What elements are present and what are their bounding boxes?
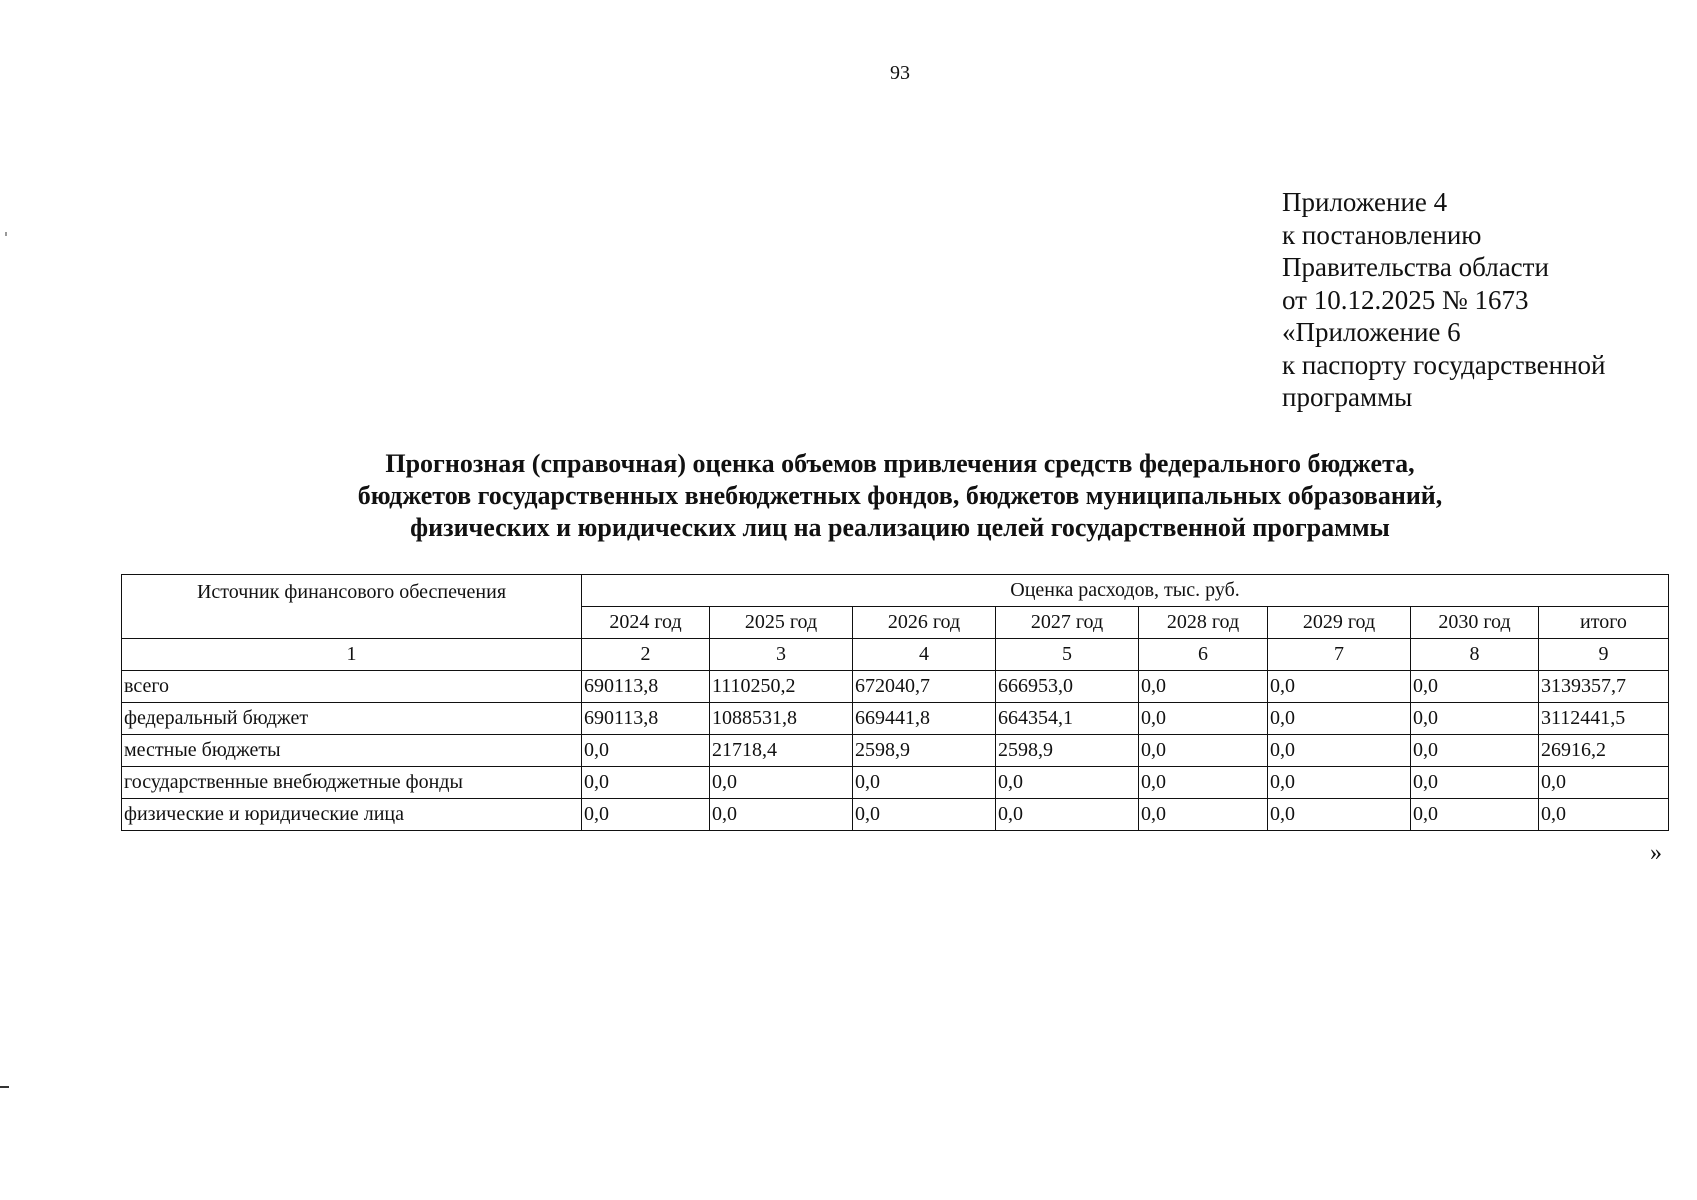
document-title — [250, 448, 1550, 544]
value-cell: 3112441,5 — [1539, 703, 1669, 735]
source-cell: местные бюджеты — [122, 735, 582, 767]
table-row-local — [122, 735, 1669, 767]
value-cell: 0,0 — [1139, 703, 1268, 735]
year-header: 2024 год — [582, 607, 710, 639]
total-header: итого — [1539, 607, 1669, 639]
appendix-line: Приложение 4 — [1282, 187, 1448, 217]
value-cell: 0,0 — [1411, 703, 1539, 735]
value-cell: 0,0 — [1139, 799, 1268, 831]
title-line: бюджетов государственных внебюджетных фондов, бюджетов муниципальных образований, — [357, 481, 1443, 510]
source-cell: федеральный бюджет — [122, 703, 582, 735]
value-cell: 0,0 — [1268, 703, 1411, 735]
title-line: Прогнозная (справочная) оценка объемов привлечения средств федерального бюджета, — [385, 449, 1415, 478]
value-cell: 0,0 — [582, 799, 710, 831]
appendix-line: от 10.12.2025 № 1673 — [1282, 284, 1529, 315]
value-cell: 0,0 — [853, 767, 996, 799]
table-row-individuals — [122, 799, 1669, 831]
source-cell: государственные внебюджетные фонды — [122, 767, 582, 799]
appendix-reference — [1282, 186, 1606, 414]
year-header: 2030 год — [1411, 607, 1539, 639]
value-cell: 0,0 — [1411, 735, 1539, 767]
page-number: 93 — [890, 62, 910, 84]
value-cell: 664354,1 — [996, 703, 1139, 735]
funding-table — [121, 574, 1669, 831]
value-cell: 2598,9 — [853, 735, 996, 767]
value-cell: 0,0 — [710, 799, 853, 831]
appendix-line: к паспорту государственной — [1282, 349, 1606, 380]
year-header: 2026 год — [853, 607, 996, 639]
value-cell: 666953,0 — [996, 671, 1139, 703]
source-cell: физические и юридические лица — [122, 799, 582, 831]
column-number: 6 — [1139, 639, 1268, 671]
source-header: Источник финансового обеспечения — [122, 575, 582, 639]
value-cell: 669441,8 — [853, 703, 996, 735]
title-line: физических и юридических лиц на реализацию целей государственной программы — [410, 513, 1390, 542]
value-cell: 690113,8 — [582, 671, 710, 703]
appendix-line: программы — [1282, 382, 1413, 412]
appendix-line: «Приложение 6 — [1282, 317, 1461, 347]
column-number: 9 — [1539, 639, 1669, 671]
value-cell: 0,0 — [1411, 767, 1539, 799]
value-cell: 0,0 — [1539, 799, 1669, 831]
value-cell: 0,0 — [1411, 671, 1539, 703]
scan-dot — [5, 232, 7, 236]
value-cell: 0,0 — [1268, 767, 1411, 799]
column-number: 7 — [1268, 639, 1411, 671]
value-cell: 1088531,8 — [710, 703, 853, 735]
column-number: 4 — [853, 639, 996, 671]
value-cell: 0,0 — [1411, 799, 1539, 831]
value-cell: 0,0 — [1139, 735, 1268, 767]
column-number: 1 — [122, 639, 582, 671]
column-number: 2 — [582, 639, 710, 671]
value-cell: 690113,8 — [582, 703, 710, 735]
value-cell: 26916,2 — [1539, 735, 1669, 767]
value-cell: 0,0 — [1139, 671, 1268, 703]
value-cell: 0,0 — [996, 767, 1139, 799]
value-cell: 0,0 — [1139, 767, 1268, 799]
value-cell: 0,0 — [710, 767, 853, 799]
value-cell: 1110250,2 — [710, 671, 853, 703]
appendix-line: Правительства области — [1282, 252, 1549, 282]
value-cell: 0,0 — [1539, 767, 1669, 799]
year-header: 2028 год — [1139, 607, 1268, 639]
year-header: 2025 год — [710, 607, 853, 639]
value-cell: 0,0 — [996, 799, 1139, 831]
column-number: 5 — [996, 639, 1139, 671]
value-cell: 672040,7 — [853, 671, 996, 703]
value-cell: 0,0 — [853, 799, 996, 831]
table-row-total — [122, 671, 1669, 703]
value-cell: 0,0 — [1268, 735, 1411, 767]
value-cell: 0,0 — [1268, 799, 1411, 831]
estimate-header: Оценка расходов, тыс. руб. — [582, 575, 1669, 607]
value-cell: 21718,4 — [710, 735, 853, 767]
appendix-line: к постановлению — [1282, 219, 1482, 250]
column-number-row — [122, 639, 1669, 671]
value-cell: 0,0 — [582, 767, 710, 799]
year-header: 2029 год — [1268, 607, 1411, 639]
closing-quote: » — [1650, 840, 1662, 866]
table-row-extrabudgetary — [122, 767, 1669, 799]
table-row-federal — [122, 703, 1669, 735]
scan-mark — [0, 1086, 9, 1088]
column-number: 8 — [1411, 639, 1539, 671]
year-header: 2027 год — [996, 607, 1139, 639]
value-cell: 0,0 — [1268, 671, 1411, 703]
column-number: 3 — [710, 639, 853, 671]
source-cell: всего — [122, 671, 582, 703]
header-row — [122, 575, 1669, 607]
value-cell: 0,0 — [582, 735, 710, 767]
value-cell: 2598,9 — [996, 735, 1139, 767]
value-cell: 3139357,7 — [1539, 671, 1669, 703]
